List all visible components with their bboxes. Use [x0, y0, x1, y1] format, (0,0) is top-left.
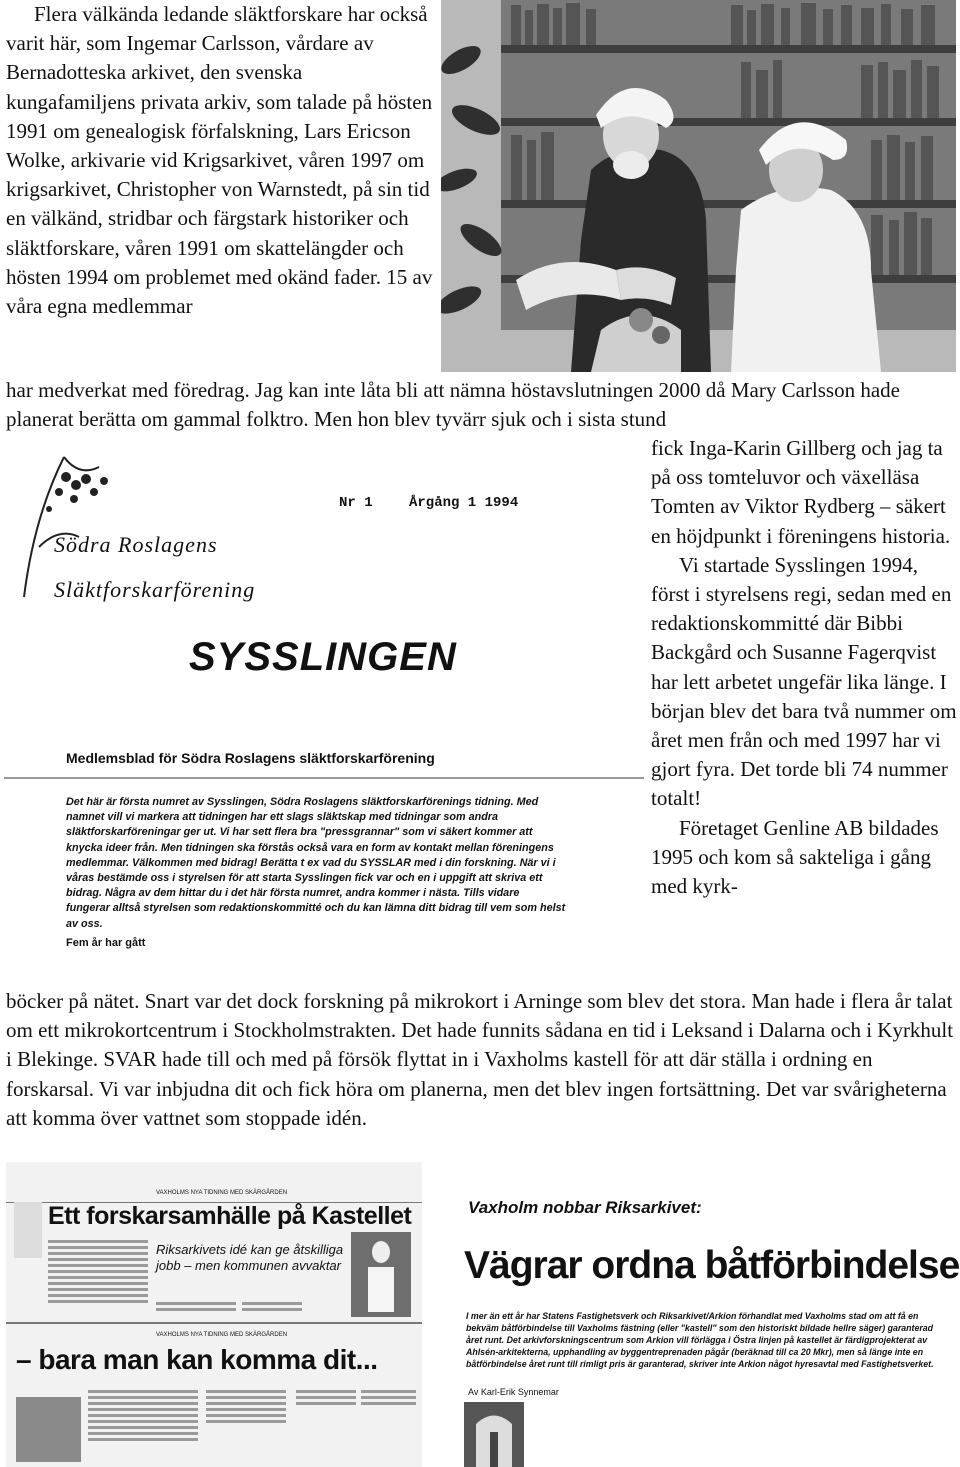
masthead-subtitle: Medlemsblad för Södra Roslagens släktforskarförening — [66, 750, 435, 766]
newspaper-header: VAXHOLMS NYA TIDNING MED SKÄRGÅRDEN — [156, 1332, 288, 1338]
newspaper-kicker: Riksarkivets idé kan ge åtskilliga jobb – men kommunen avvaktar — [156, 1242, 344, 1273]
issue-year: Årgång 1 1994 — [409, 495, 519, 511]
clipping-sysslingen-first-issue — [4, 437, 644, 965]
logo-line-2: Släktforskarförening — [54, 577, 256, 602]
newspaper-headline: Ett forskarsamhälle på Kastellet — [48, 1202, 412, 1230]
paragraph: Flera välkända ledande släktforskare har också varit här, som Ingemar Carlsson, vårdare av Bernadotteska arkivet, den svenska kungafamiljens privata arkiv, som talade på hösten 1991 om genealogisk förfalskning, Lars Ericson Wolke, arkivarie vid Krigsarkivet, våren 1997 om krigsarkivet, Christopher von Warnstedt, på sin tid en välkänd, stridbar och färgstark historiker och släktforskare, våren 1991 om skattelängder och hösten 1994 om problemet med okänd fader. 15 av våra egna medlemmar — [6, 2, 433, 319]
newspaper-overline: Vaxholm nobbar Riksarkivet: — [468, 1198, 702, 1217]
newspaper-header: VAXHOLMS NYA TIDNING MED SKÄRGÅRDEN — [156, 1190, 288, 1196]
divider — [4, 777, 644, 779]
paragraph: Vi startade Sysslingen 1994, först i styrelsens regi, sedan med en redaktionskommitté där Bibbi Backgård och Susanne Fagerqvist har lett arbetet ungefär lika länge. I början blev det bara två nummer om året men från och med 1997 har vi gjort fyra. Det torde bli 74 nummer totalt! — [651, 552, 957, 811]
article-text-right-column — [651, 434, 959, 901]
newspaper-headline: – bara man kan komma dit... — [16, 1344, 378, 1375]
section-heading: Fem år har gått — [66, 937, 146, 949]
issue-number: Nr 1 — [339, 495, 373, 511]
paragraph: har medverkat med föredrag. Jag kan inte låta bli att nämna höstavslutningen 2000 då Mary Carlsson hade planerat berätta om gammal folktro. Men hon blev tyvärr sjuk och i sista stund — [6, 378, 900, 432]
clipping-newspaper-vaxholm — [424, 1162, 960, 1467]
newspaper-byline: Av Karl-Erik Synnemar — [468, 1387, 559, 1397]
article-text-full-width-1 — [6, 376, 958, 434]
newspaper-bottom-illustration — [6, 1162, 422, 1467]
masthead-title: SYSSLINGEN — [189, 635, 457, 679]
clipping-newspaper-kastellet — [6, 1162, 422, 1467]
newspaper-headline: Vägrar ordna båtförbindelse — [464, 1244, 960, 1287]
photo-library-reading — [441, 0, 956, 372]
newspaper-lead: I mer än ett år har Statens Fastighetsverk och Riksarkivet/Arkion förhandlat med Vaxholms stad om att få en bekväm båtförbindelse till Vaxholms fästning (eller "kastell" som den historiskt bildade hellre säger) garanterad året runt. Det arkivforskningscentrum som Arkion vill förlägga i Östra linjen på kastellet är färdigprojekterat av Ahlsén-arkitekterna, upphandling av byggentreprenaden pågår (beräknad till ca 20 Mkr), men så länge inte en båtförbindelse året runt till rimligt pris är garanterad, skriver inte Arkion något hyresavtal med Fastighetsverket. — [466, 1311, 934, 1369]
paragraph: böcker på nätet. Snart var det dock forskning på mikrokort i Arninge som blev det stora. Man hade i flera år talat om ett mikrokortcentrum i Stockholmstrakten. Det hade funnits sådana en tid i Leksand i Dalarna och i Kyrkhult i Blekinge. SVAR hade till och med på försök flyttat in i Vaxholms kastell för att där ställa i ordning en forskarsal. Vi var inbjudna dit och fick höra om planerna, men det blev ingen fortsättning. Det var svårigheterna att komma över vattnet som stoppade idén. — [6, 989, 954, 1130]
photo-illustration — [441, 0, 956, 372]
article-text-top-column — [6, 0, 436, 321]
paragraph: Företaget Genline AB bildades 1995 och kom så sakteliga i gång med kyrk- — [651, 815, 939, 899]
paragraph: fick Inga-Karin Gillberg och jag ta på oss tomteluvor och växelläsa Tomten av Viktor Rydberg – säkert en höjdpunkt i föreningens historia. — [651, 436, 951, 548]
intro-text: Det här är första numret av Sysslingen, Södra Roslagens släktforskarförenings tidning. Med namnet vill vi markera att tidningen har ett slags släktskap med tidningar som andra släktforskarföreningar ger ut. Vi har sett flera bra "pressgrannar" som vi säkert kommer att knycka ideer från. Men tidningen ska förstås också vara en form av kontakt mellan föreningens medlemmar. Välkommen med bidrag! Berätta t ex vad du SYSSLAR med i din forskning. När vi i våras bestämde oss i styrelsen för att starta Sysslingen fick var och en i uppgift att skriva ett bidrag. Några av dem hittar du i det här första numret, andra kommer i nästa. Tills vidare fungerar alltså styrelsen som redaktionskommitté och du kan lämna ditt bidrag till vem som helst av oss. — [66, 796, 566, 930]
logo-line-1: Södra Roslagens — [54, 532, 218, 557]
article-text-full-width-2 — [6, 987, 958, 1133]
newspaper-photo — [424, 1162, 960, 1467]
